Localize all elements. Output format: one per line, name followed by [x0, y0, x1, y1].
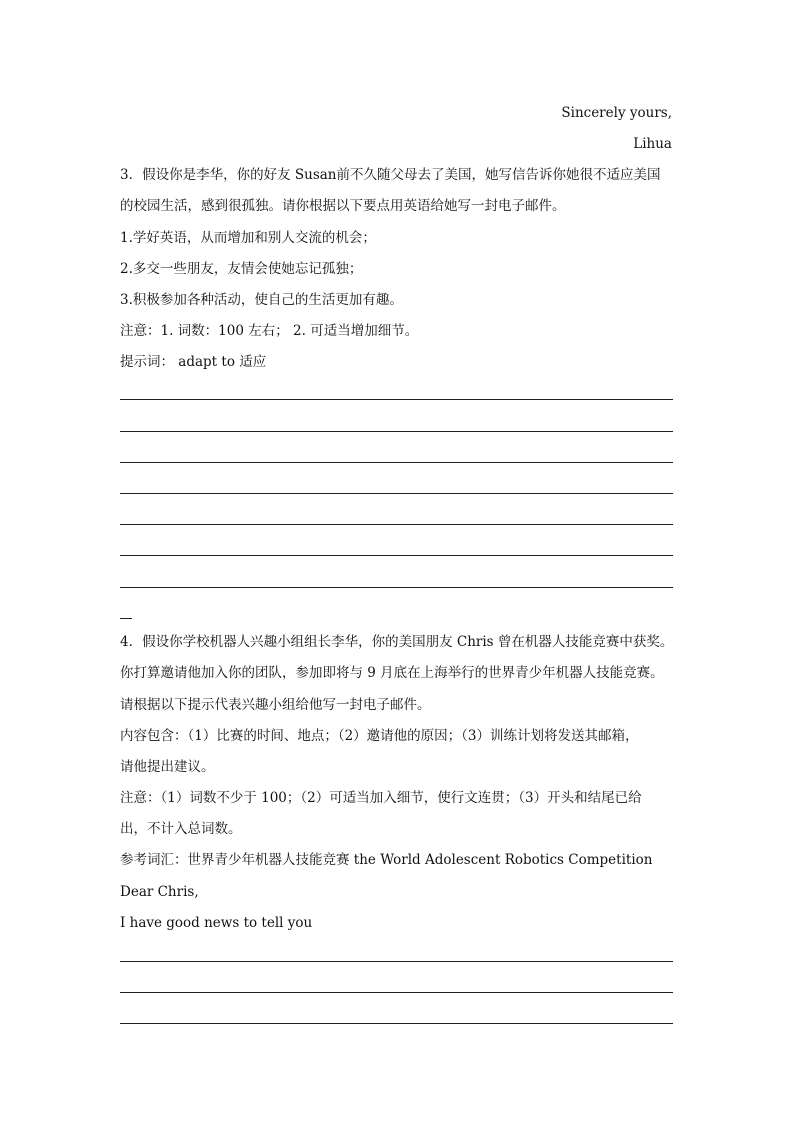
letter-salutation: Dear Chris,	[120, 884, 199, 900]
answer-line[interactable]	[120, 555, 673, 556]
answer-line[interactable]	[120, 961, 673, 962]
q3-point-3: 3.积极参加各种活动，使自己的生活更加有趣。	[120, 292, 403, 308]
q3-point-2: 2.多交一些朋友，友情会使她忘记孤独；	[120, 261, 363, 277]
answer-line[interactable]	[120, 493, 673, 494]
q4-note-line-1: 注意：（1）词数不少于 100；（2）可适当加入细节，使行文连贯；（3）开头和结尾已给	[120, 790, 642, 806]
q4-vocab: 参考词汇：世界青少年机器人技能竞赛 the World Adolescent Robotics Competition	[120, 852, 653, 868]
q3-hint: 提示词： adapt to 适应	[120, 354, 267, 370]
closing-signature: Lihua	[633, 136, 672, 152]
answer-line[interactable]	[120, 462, 673, 463]
q4-content-line-1: 内容包含：（1）比赛的时间、地点；（2）邀请他的原因；（3）训练计划将发送其邮箱，	[120, 728, 639, 744]
answer-line[interactable]	[120, 399, 673, 400]
closing-sincerely: Sincerely yours,	[561, 105, 672, 121]
q4-note-line-2: 出，不计入总词数。	[120, 821, 242, 837]
q3-prompt-line-1: 3．假设你是李华，你的好友 Susan前不久随父母去了美国，她写信告诉你她很不适应美国	[120, 167, 661, 183]
q4-prompt-line-1: 4．假设你学校机器人兴趣小组组长李华，你的美国朋友 Chris 曾在机器人技能竞赛中获奖。	[120, 634, 674, 650]
letter-opening: I have good news to tell you	[120, 915, 313, 931]
q3-note: 注意：1. 词数：100 左右； 2. 可适当增加细节。	[120, 323, 419, 339]
q3-point-1: 1.学好英语，从而增加和别人交流的机会；	[120, 230, 376, 246]
answer-line[interactable]	[120, 431, 673, 432]
q4-content-line-2: 请他提出建议。	[120, 759, 215, 775]
q4-prompt-line-2: 你打算邀请他加入你的团队，参加即将与 9 月底在上海举行的世界青少年机器人技能竞赛。	[120, 665, 664, 681]
answer-line[interactable]	[120, 524, 673, 525]
q4-prompt-line-3: 请根据以下提示代表兴趣小组给他写一封电子邮件。	[120, 697, 431, 713]
answer-line-end	[120, 618, 132, 619]
q3-prompt-line-2: 的校园生活，感到很孤独。请你根据以下要点用英语给她写一封电子邮件。	[120, 198, 566, 214]
answer-line[interactable]	[120, 587, 673, 588]
answer-line[interactable]	[120, 1023, 673, 1024]
answer-line[interactable]	[120, 992, 673, 993]
